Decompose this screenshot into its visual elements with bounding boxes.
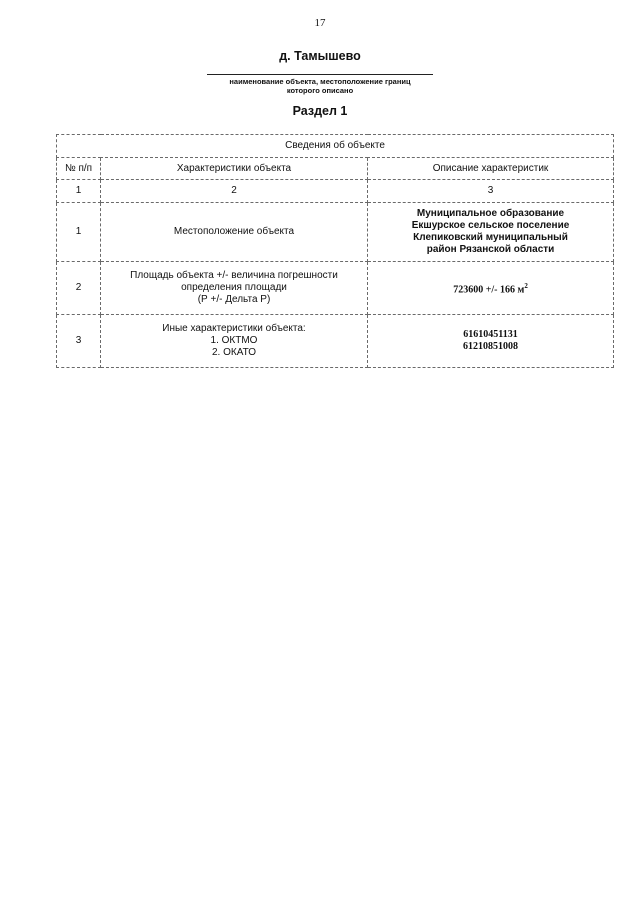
subtitle-line: которого описано: [286, 86, 354, 95]
description-line: Клепиковский муниципальный: [413, 232, 568, 243]
oktmo-code: 61610451131: [463, 329, 518, 340]
subtitle-line: наименование объекта, местоположение границ: [229, 77, 411, 86]
column-number: 1: [57, 180, 101, 203]
column-number: 3: [368, 180, 614, 203]
row-characteristic: [101, 315, 368, 368]
table-caption: Сведения об объекте: [57, 135, 614, 158]
title-underline: [207, 74, 433, 75]
section-title: Раздел 1: [292, 104, 348, 118]
description-line: Екшурское сельское поселение: [411, 220, 570, 231]
row-description: [368, 315, 614, 368]
row-description: [368, 262, 614, 315]
column-number: 2: [101, 180, 368, 203]
header-number: № п/п: [57, 158, 101, 180]
characteristic-line: Местоположение объекта: [173, 226, 295, 237]
object-info-table: [56, 134, 614, 368]
row-number: 1: [57, 203, 101, 262]
table-header-row: [57, 158, 614, 180]
row-number: 3: [57, 315, 101, 368]
okato-code: 61210851008: [463, 341, 519, 352]
object-subtitle: [0, 77, 640, 95]
description-line: Муниципальное образование: [416, 208, 565, 219]
object-title: д. Тамышево: [279, 49, 361, 63]
document-header: [0, 49, 640, 95]
header-characteristic: Характеристики объекта: [101, 158, 368, 180]
characteristic-line: Иные характеристики объекта:: [162, 323, 306, 334]
characteristic-line: 1. ОКТМО: [210, 335, 258, 346]
characteristic-line: 2. ОКАТО: [211, 347, 257, 358]
row-number: 2: [57, 262, 101, 315]
row-characteristic: [101, 262, 368, 315]
table-row: [57, 203, 614, 262]
area-value: 723600 +/- 166 м: [453, 284, 525, 296]
characteristic-line: (Р +/- Дельта Р): [197, 294, 271, 305]
description-line: район Рязанской области: [426, 244, 555, 255]
row-description: [368, 203, 614, 262]
table-caption-row: [57, 135, 614, 158]
characteristic-line: определения площади: [181, 282, 287, 293]
table-row: [57, 315, 614, 368]
characteristic-line: Площадь объекта +/- величина погрешности: [130, 270, 338, 281]
row-characteristic: [101, 203, 368, 262]
area-unit-exponent: 2: [524, 281, 528, 290]
table-row: [57, 262, 614, 315]
header-description: Описание характеристик: [368, 158, 614, 180]
column-number-row: [57, 180, 614, 203]
page-number: 17: [314, 17, 326, 29]
